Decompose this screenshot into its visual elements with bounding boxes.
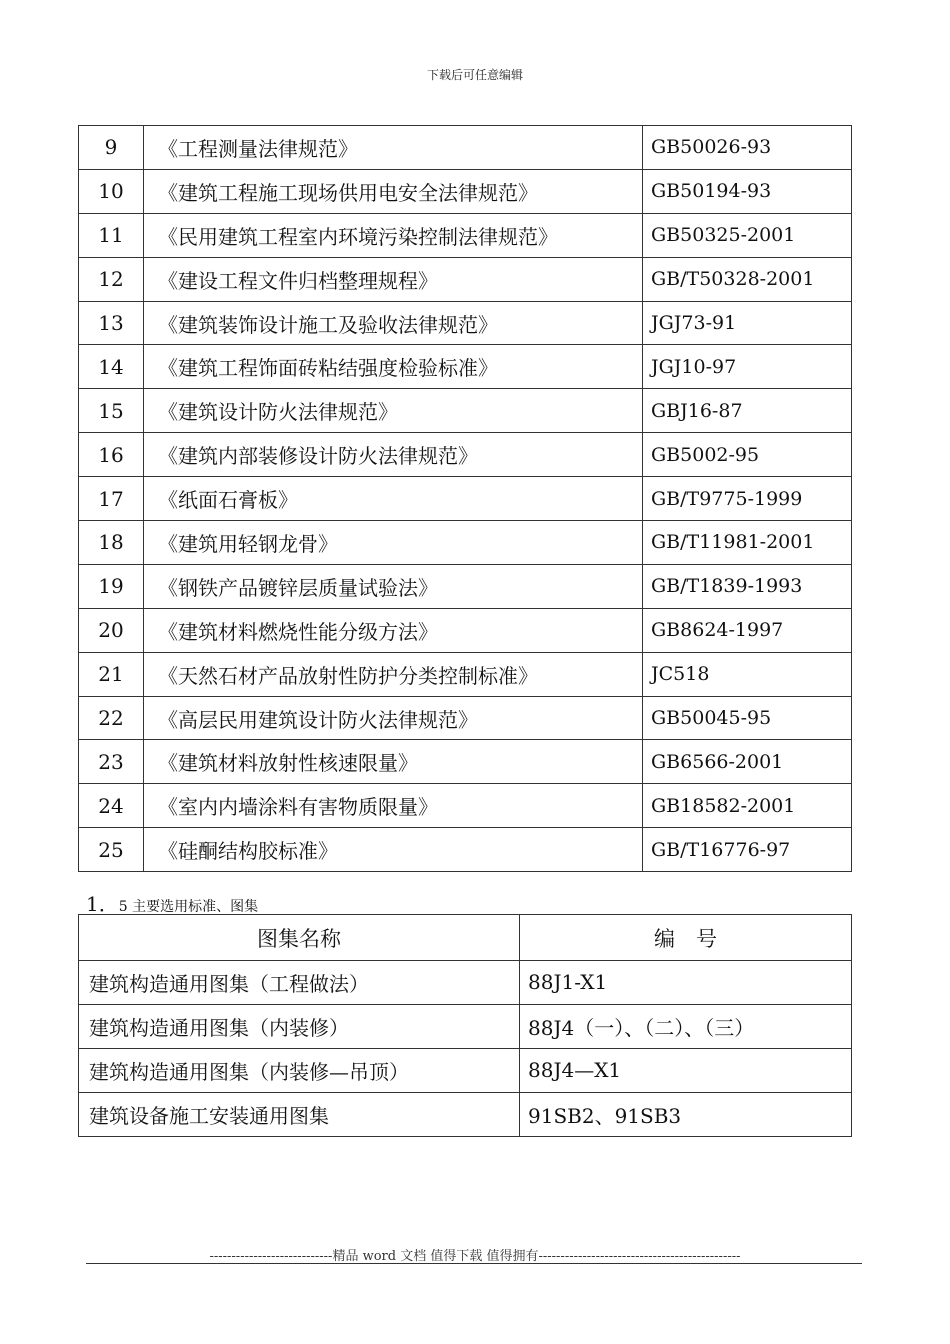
standards-table <box>78 125 852 872</box>
standard-number: 11 <box>79 213 144 257</box>
table-row <box>79 1048 852 1092</box>
atlas-name: 建筑构造通用图集（内装修） <box>79 1004 520 1048</box>
table-row <box>79 257 852 301</box>
table-row <box>79 213 852 257</box>
standard-number: 22 <box>79 696 144 740</box>
standard-name: 《钢铁产品镀锌层质量试验法》 <box>144 564 643 608</box>
standard-code: GB/T50328-2001 <box>643 257 852 301</box>
standard-number: 14 <box>79 345 144 389</box>
standard-number: 12 <box>79 257 144 301</box>
table-row <box>79 389 852 433</box>
table-row <box>79 301 852 345</box>
standard-code: GB50325-2001 <box>643 213 852 257</box>
footer-text: ----------------------------精品 word 文档 值得下载 值得拥有---------------------------------------------- <box>209 1249 741 1264</box>
atlas-code: 88J1-X1 <box>520 961 852 1005</box>
standard-number: 20 <box>79 608 144 652</box>
standard-number: 24 <box>79 784 144 828</box>
standard-name: 《天然石材产品放射性防护分类控制标准》 <box>144 652 643 696</box>
standard-code: GB/T16776-97 <box>643 828 852 872</box>
section-title-text: 5 主要选用标准、图集 <box>118 899 259 915</box>
standards-table-body <box>79 126 852 872</box>
standard-code: GB/T11981-2001 <box>643 521 852 565</box>
atlas-table <box>78 914 852 1137</box>
atlas-header-row <box>79 915 852 961</box>
atlas-code: 91SB2、91SB3 <box>520 1092 852 1136</box>
atlas-header-code: 编 号 <box>520 915 852 961</box>
table-row <box>79 521 852 565</box>
atlas-name: 建筑设备施工安装通用图集 <box>79 1092 520 1136</box>
atlas-name: 建筑构造通用图集（工程做法） <box>79 961 520 1005</box>
table-row <box>79 126 852 170</box>
atlas-code: 88J4—X1 <box>520 1048 852 1092</box>
table-row <box>79 169 852 213</box>
standard-code: GB5002-95 <box>643 433 852 477</box>
standard-name: 《建筑用轻钢龙骨》 <box>144 521 643 565</box>
standard-name: 《高层民用建筑设计防火法律规范》 <box>144 696 643 740</box>
table-row <box>79 1092 852 1136</box>
standard-name: 《建筑装饰设计施工及验收法律规范》 <box>144 301 643 345</box>
standard-name: 《纸面石膏板》 <box>144 477 643 521</box>
table-row <box>79 608 852 652</box>
atlas-table-body <box>79 961 852 1137</box>
standard-name: 《室内内墙涂料有害物质限量》 <box>144 784 643 828</box>
atlas-header-name: 图集名称 <box>79 915 520 961</box>
table-row <box>79 961 852 1005</box>
table-row <box>79 433 852 477</box>
table-row <box>79 652 852 696</box>
standard-code: GB50045-95 <box>643 696 852 740</box>
standard-code: GB6566-2001 <box>643 740 852 784</box>
table-row <box>79 828 852 872</box>
table-row <box>79 345 852 389</box>
standard-name: 《硅酮结构胶标准》 <box>144 828 643 872</box>
standard-number: 19 <box>79 564 144 608</box>
standard-number: 10 <box>79 169 144 213</box>
standard-name: 《工程测量法律规范》 <box>144 126 643 170</box>
section-number: 1． <box>86 892 119 916</box>
standard-number: 21 <box>79 652 144 696</box>
table-row <box>79 564 852 608</box>
standard-code: GB50026-93 <box>643 126 852 170</box>
standard-name: 《建筑内部装修设计防火法律规范》 <box>144 433 643 477</box>
standard-name: 《建筑材料燃烧性能分级方法》 <box>144 608 643 652</box>
standard-number: 13 <box>79 301 144 345</box>
atlas-name: 建筑构造通用图集（内装修—吊顶） <box>79 1048 520 1092</box>
table-row <box>79 1004 852 1048</box>
footer-divider <box>86 1263 862 1264</box>
page-header: 下载后可任意编辑 <box>426 68 523 82</box>
standard-code: GB/T1839-1993 <box>643 564 852 608</box>
atlas-code: 88J4（一）、（二）、（三） <box>520 1004 852 1048</box>
table-row <box>79 740 852 784</box>
standard-number: 18 <box>79 521 144 565</box>
standard-name: 《建筑工程施工现场供用电安全法律规范》 <box>144 169 643 213</box>
standard-code: JGJ73-91 <box>643 301 852 345</box>
standard-code: GB8624-1997 <box>643 608 852 652</box>
standard-name: 《建筑材料放射性核速限量》 <box>144 740 643 784</box>
table-row <box>79 696 852 740</box>
section-title <box>86 888 258 917</box>
table-row <box>79 784 852 828</box>
standard-number: 16 <box>79 433 144 477</box>
table-row <box>79 477 852 521</box>
standard-name: 《建设工程文件归档整理规程》 <box>144 257 643 301</box>
standard-number: 25 <box>79 828 144 872</box>
standard-code: GB18582-2001 <box>643 784 852 828</box>
standard-name: 《民用建筑工程室内环境污染控制法律规范》 <box>144 213 643 257</box>
standard-name: 《建筑设计防火法律规范》 <box>144 389 643 433</box>
standard-code: JC518 <box>643 652 852 696</box>
standard-code: GB/T9775-1999 <box>643 477 852 521</box>
standard-number: 23 <box>79 740 144 784</box>
standard-number: 9 <box>79 126 144 170</box>
standard-name: 《建筑工程饰面砖粘结强度检验标准》 <box>144 345 643 389</box>
standard-number: 17 <box>79 477 144 521</box>
standard-code: JGJ10-97 <box>643 345 852 389</box>
standard-code: GB50194-93 <box>643 169 852 213</box>
standard-code: GBJ16-87 <box>643 389 852 433</box>
standard-number: 15 <box>79 389 144 433</box>
